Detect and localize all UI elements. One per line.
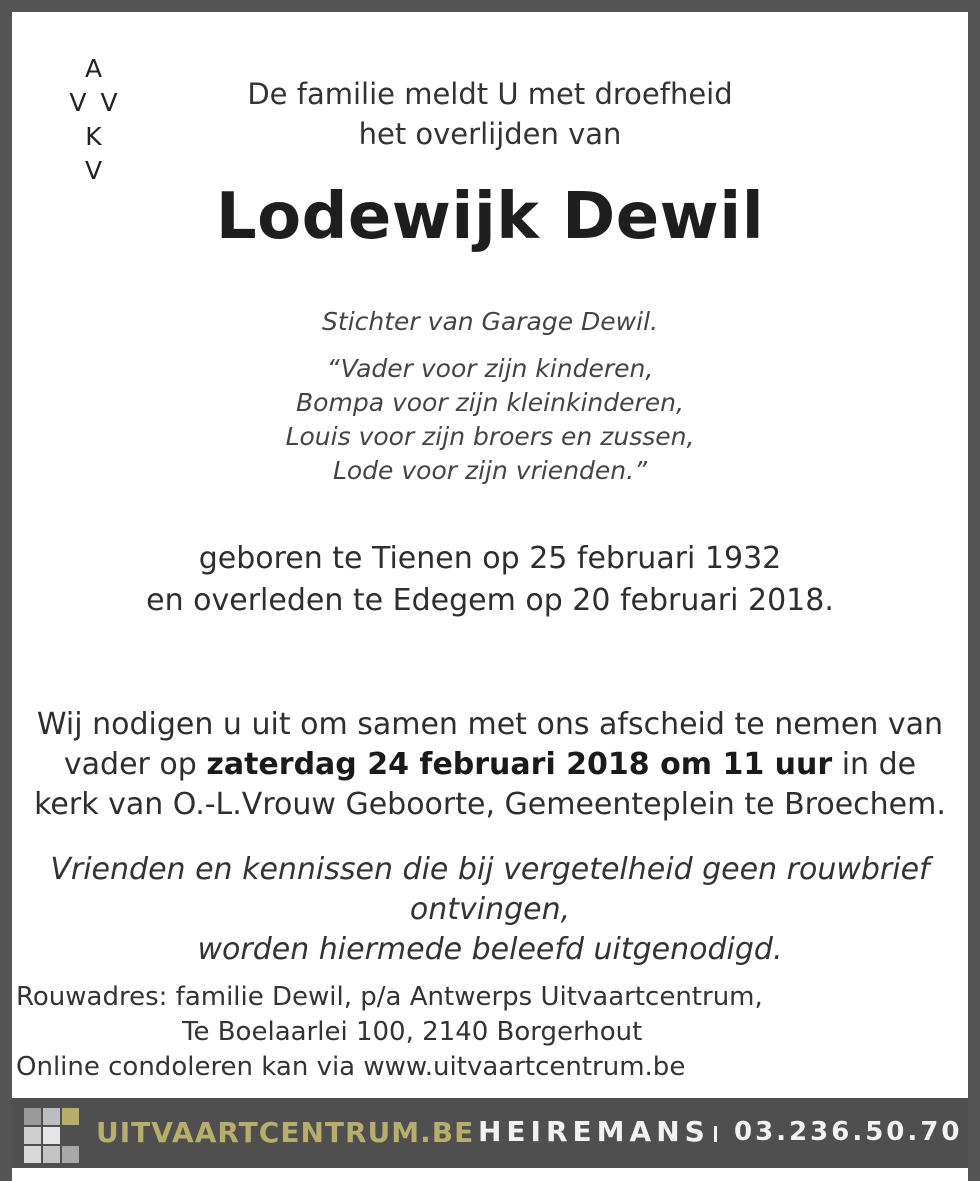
invitation-line-1: Wij nodigen u uit om samen met ons afscheid te nemen van [36, 707, 944, 742]
invitation-pre: vader op [63, 747, 207, 782]
footer-banner [12, 1098, 968, 1168]
intro-line-2: het overlijden van [358, 117, 622, 151]
friends-note [12, 850, 968, 970]
invitation [12, 705, 968, 825]
invitation-line-3: kerk van O.-L.Vrouw Geboorte, Gemeenteplein te Broechem. [34, 787, 946, 822]
intro-text [12, 74, 968, 154]
mourning-address [16, 980, 763, 1085]
quote-line: Lode voor zijn vrienden.” [332, 456, 648, 485]
company-name: HEIREMANS [478, 1115, 710, 1148]
quote-line: Bompa voor zijn kleinkinderen, [296, 388, 684, 417]
friends-line-1: Vrienden en kennissen die bij vergetelheid geen rouwbrief ontvingen, [50, 852, 930, 927]
quote-line: Louis voor zijn broers en zussen, [285, 422, 695, 451]
deceased-name: Lodewijk Dewil [215, 180, 765, 254]
invitation-line-2 [12, 745, 968, 785]
phone-number: 03.236.50.70 [734, 1117, 963, 1147]
address-line-1: Rouwadres: familie Dewil, p/a Antwerps Uitvaartcentrum, [16, 982, 763, 1012]
bottom-strip [0, 1168, 980, 1181]
invitation-post: in de [832, 747, 917, 782]
cross-middle: V V K [69, 88, 121, 151]
uitvaartcentrum-logo-icon [24, 1108, 80, 1164]
birth-line: geboren te Tienen op 25 februari 1932 [198, 541, 782, 576]
friends-line-2: worden hiermede beleefd uitgenodigd. [197, 932, 783, 967]
address-line-3: Online condoleren kan via www.uitvaartcentrum.be [16, 1052, 686, 1082]
cross-top: A [84, 54, 106, 83]
death-line: en overleden te Edegem op 20 februari 2018. [146, 583, 834, 618]
tribute-subtitle: Stichter van Garage Dewil. [322, 307, 658, 336]
quote-line: “Vader voor zijn kinderen, [326, 354, 654, 383]
address-line-2: Te Boelaarlei 100, 2140 Borgerhout [182, 1017, 643, 1047]
intro-line-1: De familie meldt U met droefheid [247, 77, 733, 111]
ceremony-datetime: zaterdag 24 februari 2018 om 11 uur [206, 747, 833, 782]
cross-bottom: V [84, 156, 106, 185]
divider [714, 1126, 717, 1142]
life-dates [12, 538, 968, 622]
brand-name: UITVAARTCENTRUM.BE [96, 1116, 475, 1149]
tribute-quote [12, 352, 968, 488]
